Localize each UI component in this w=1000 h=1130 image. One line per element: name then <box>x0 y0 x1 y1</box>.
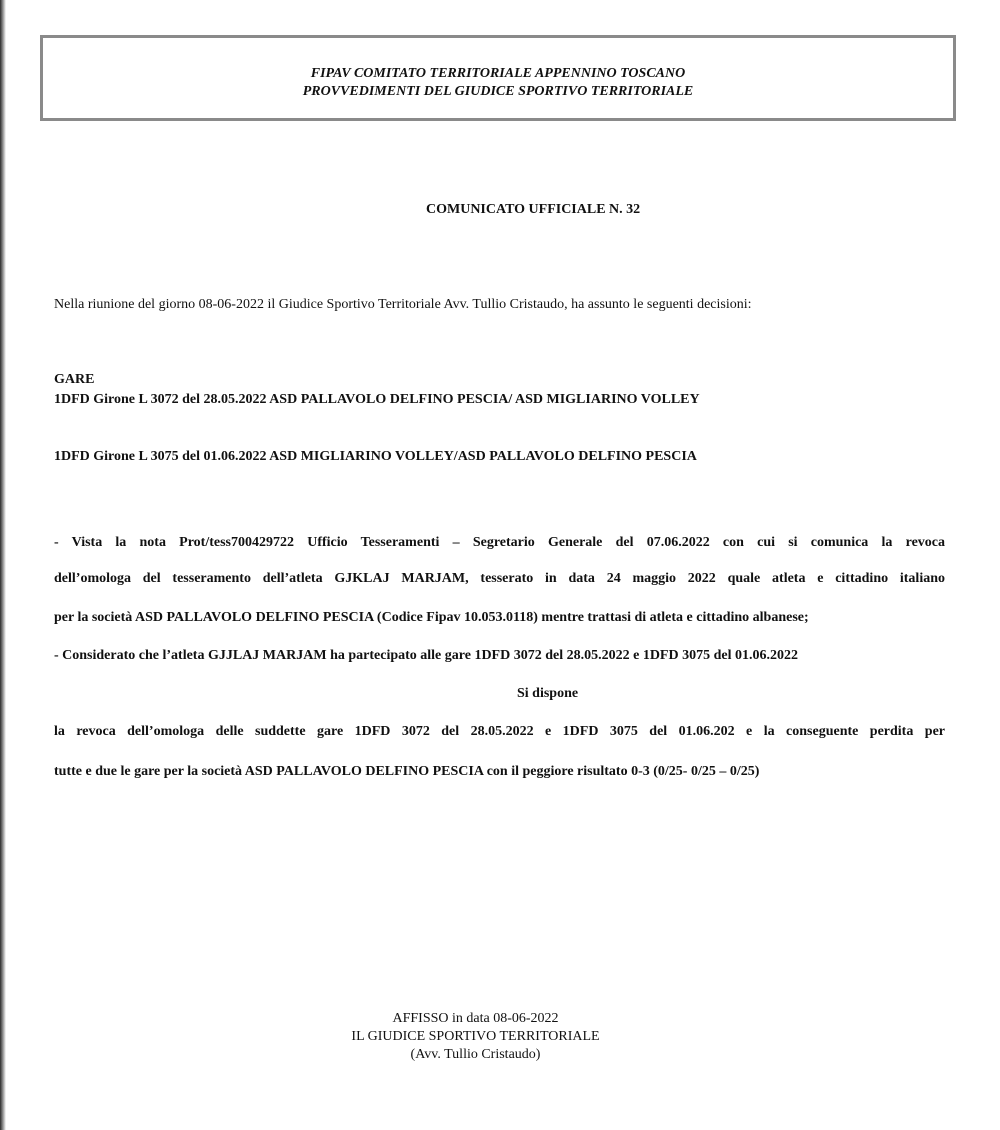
comunicato-title: COMUNICATO UFFICIALE N. 32 <box>426 202 641 217</box>
si-dispone: Si dispone <box>517 686 579 701</box>
affisso-date: AFFISSO in data 08-06-2022 <box>392 1011 559 1026</box>
signatory-role: IL GIUDICE SPORTIVO TERRITORIALE <box>351 1029 600 1044</box>
body-line-1: - Vista la nota Prot/tess700429722 Ufficio Tesseramenti – Segretario Generale del 07.06.2022 con cui si comunica la revoca <box>54 535 945 550</box>
body-line-6: tutte e due le gare per la società ASD PALLAVOLO DELFINO PESCIA con il peggiore risultato 0-3 (0/25- 0/25 – 0/25) <box>54 764 760 779</box>
body-line-4: - Considerato che l’atleta GJJLAJ MARJAM ha partecipato alle gare 1DFD 3072 del 28.05.2022 e 1DFD 3075 del 01.06.2022 <box>54 648 798 663</box>
body-line-5: la revoca dell’omologa delle suddette gare 1DFD 3072 del 28.05.2022 e 1DFD 3075 del 01.06.202 e la conseguente perdita per <box>54 724 945 739</box>
header-line-committee: FIPAV COMITATO TERRITORIALE APPENNINO TOSCANO <box>310 66 686 81</box>
page-edge-shadow <box>0 0 6 1130</box>
match-line-2: 1DFD Girone L 3075 del 01.06.2022 ASD MIGLIARINO VOLLEY/ASD PALLAVOLO DELFINO PESCIA <box>54 449 697 464</box>
gare-heading: GARE <box>54 372 95 387</box>
body-line-2: dell’omologa del tesseramento dell’atleta GJKLAJ MARJAM, tesserato in data 24 maggio 2022 quale atleta e cittadino italiano <box>54 571 945 586</box>
header-box <box>40 35 956 121</box>
intro-paragraph: Nella riunione del giorno 08-06-2022 il Giudice Sportivo Territoriale Avv. Tullio Cristaudo, ha assunto le seguenti decisioni: <box>54 297 752 312</box>
match-line-1: 1DFD Girone L 3072 del 28.05.2022 ASD PALLAVOLO DELFINO PESCIA/ ASD MIGLIARINO VOLLEY <box>54 392 700 407</box>
body-line-3: per la società ASD PALLAVOLO DELFINO PESCIA (Codice Fipav 10.053.0118) mentre trattasi di atleta e cittadino albanese; <box>54 610 809 625</box>
signatory-name: (Avv. Tullio Cristaudo) <box>410 1047 541 1062</box>
header-line-provisions: PROVVEDIMENTI DEL GIUDICE SPORTIVO TERRITORIALE <box>302 84 694 99</box>
